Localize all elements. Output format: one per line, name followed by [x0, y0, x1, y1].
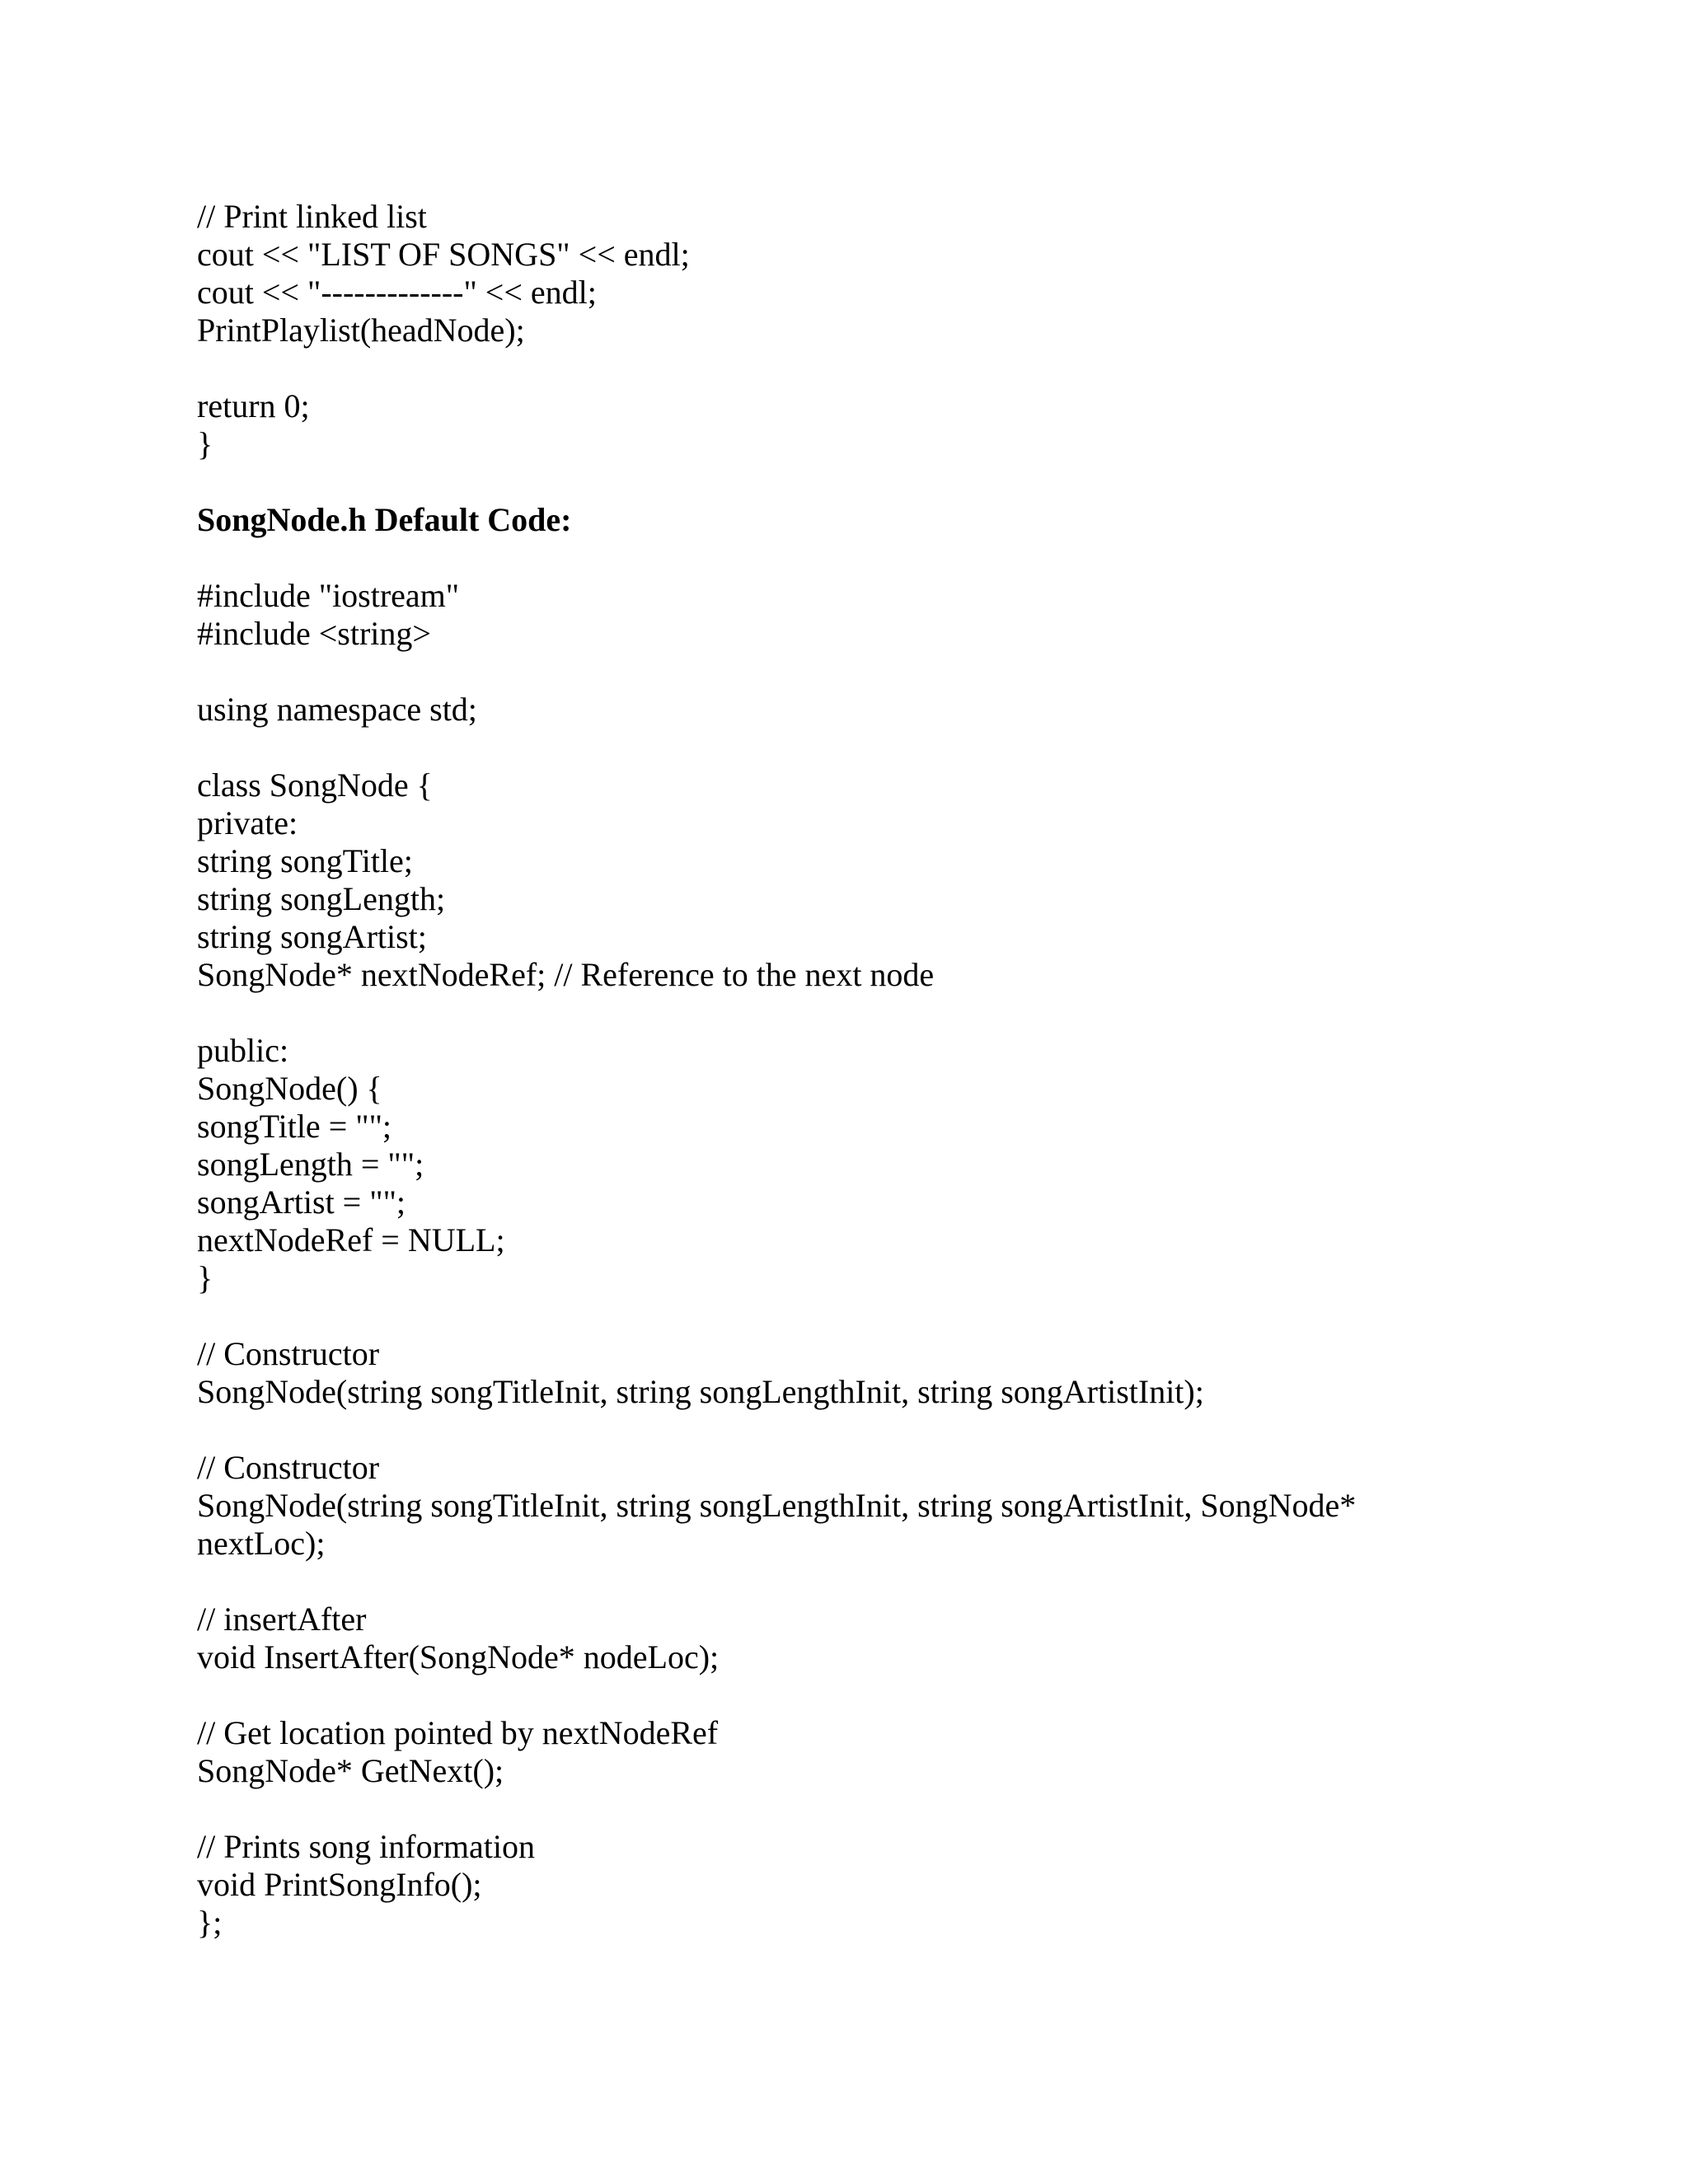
code-line: // insertAfter [197, 1601, 367, 1638]
blank-line [197, 729, 1598, 766]
blank-line [197, 1297, 1598, 1335]
code-line: string songTitle; [197, 842, 413, 879]
code-line: SongNode* GetNext(); [197, 1752, 504, 1789]
code-line: #include "iostream" [197, 577, 460, 614]
code-line: void PrintSongInfo(); [197, 1866, 482, 1903]
code-line: // Get location pointed by nextNodeRef [197, 1714, 719, 1751]
code-line: cout << "-------------" << endl; [197, 274, 597, 311]
code-line: // Constructor [197, 1449, 380, 1486]
comment-print-linked-list: // Print linked list [197, 198, 427, 235]
code-line: } [197, 1259, 213, 1296]
code-line: nextNodeRef = NULL; [197, 1221, 505, 1258]
code-line: PrintPlaylist(headNode); [197, 312, 525, 349]
blank-line [197, 1563, 1598, 1601]
code-line: SongNode(string songTitleInit, string songLengthInit, string songArtistInit); [197, 1373, 1204, 1410]
blank-line [197, 1790, 1598, 1828]
code-line: songArtist = ""; [197, 1183, 406, 1221]
code-line: SongNode(string songTitleInit, string songLengthInit, string songArtistInit, SongNode* [197, 1487, 1357, 1524]
code-line: SongNode() { [197, 1070, 382, 1107]
code-line: using namespace std; [197, 691, 477, 728]
code-line: songTitle = ""; [197, 1108, 392, 1145]
code-line: private: [197, 804, 298, 841]
code-line: } [197, 425, 213, 462]
blank-line [197, 1411, 1598, 1449]
blank-line [197, 994, 1598, 1032]
code-line: cout << "LIST OF SONGS" << endl; [197, 236, 690, 273]
blank-line [197, 463, 1598, 501]
code-line: // Prints song information [197, 1828, 535, 1865]
code-line: class SongNode { [197, 766, 433, 804]
code-line: string songLength; [197, 880, 446, 917]
code-line: return 0; [197, 387, 310, 424]
code-line: nextLoc); [197, 1525, 326, 1562]
code-line: void InsertAfter(SongNode* nodeLoc); [197, 1638, 720, 1675]
blank-line [197, 349, 1598, 387]
code-line: // Constructor [197, 1335, 380, 1372]
code-line: }; [197, 1904, 223, 1941]
code-line: string songArtist; [197, 918, 427, 955]
blank-line [197, 653, 1598, 691]
code-listing [197, 198, 1598, 1942]
code-line: SongNode* nextNodeRef; // Reference to the next node [197, 956, 935, 993]
blank-line [197, 539, 1598, 577]
code-line: #include <string> [197, 615, 431, 652]
code-line: songLength = ""; [197, 1146, 424, 1183]
section-heading: SongNode.h Default Code: [197, 501, 572, 538]
code-line: public: [197, 1032, 289, 1069]
blank-line [197, 1676, 1598, 1714]
